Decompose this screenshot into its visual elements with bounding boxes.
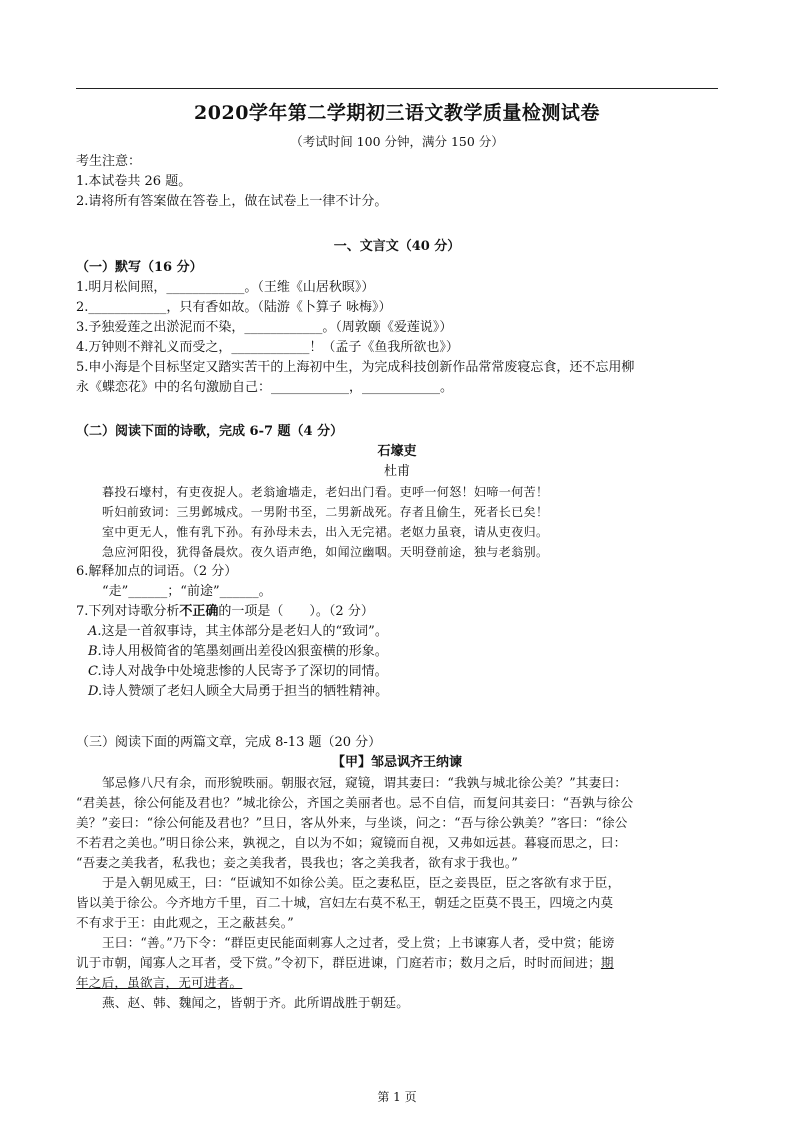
article-line: 于是入朝见威王，曰：“臣诚知不如徐公美。臣之妻私臣，臣之妾畏臣，臣之客欲有求于臣，	[102, 875, 621, 890]
notice-block	[76, 152, 718, 212]
option-text: 诗人用极简省的笔墨刻画出差役凶狠蛮横的形象。	[101, 644, 388, 659]
poem-title: 石壕吏	[377, 444, 417, 459]
option-letter: C.	[88, 664, 102, 679]
article-line: “吾妻之美我者，私我也；妾之美我者，畏我也；客之美我者，欲有求于我也。”	[76, 855, 518, 870]
poem-line: 室中更无人，惟有乳下孙。有孙母未去，出入无完裙。老妪力虽衰，请从吏夜归。	[102, 525, 549, 539]
notice-item: 1.本试卷共 26 题。	[76, 174, 192, 189]
article-title: 【甲】邹忌讽齐王纳谏	[331, 755, 462, 770]
option-b	[76, 642, 718, 662]
question-7-emphasis: 不正确	[179, 604, 219, 619]
option-c	[76, 662, 718, 682]
top-rule	[76, 88, 718, 89]
reading-block	[76, 733, 718, 1013]
article-line-text: 讥于市朝，闻寡人之耳者，受下赏。”令初下，群臣进谏，门庭若市；数月之后，时时而间进；	[76, 955, 601, 970]
question-item: 5.申小海是个目标坚定又踏实苦干的上海初中生，为完成科技创新作品常常废寝忘食，还不忘用柳	[76, 360, 635, 375]
article-line	[76, 953, 718, 973]
question-item: 2.____________，只有香如故。（陆游《卜算子 咏梅》）	[76, 300, 392, 315]
option-a	[76, 622, 718, 642]
option-letter: A.	[88, 624, 102, 639]
article-line	[76, 973, 718, 993]
underlined-text: 期	[600, 955, 614, 970]
option-d	[76, 682, 718, 702]
option-text: 这是一首叙事诗，其主体部分是老妇人的“致词”。	[101, 624, 388, 639]
part-heading: （一）默写（16 分）	[76, 260, 203, 275]
question-6: 6.解释加点的词语。（2 分）	[76, 564, 238, 579]
poem-line: 暮投石壕村，有吏夜捉人。老翁逾墙走，老妇出门看。吏呼一何怒！妇啼一何苦！	[102, 485, 549, 499]
page-number: 第 1 页	[377, 1090, 417, 1104]
underlined-text: 年之后，虽欲言，无可进者。	[76, 975, 243, 990]
question-7-prefix: 7.下列对诗歌分析	[76, 604, 180, 619]
question-7-suffix: 的一项是（ ）。（2 分）	[218, 604, 374, 619]
part-heading: （三）阅读下面的两篇文章，完成 8-13 题（20 分）	[76, 735, 382, 750]
article-line: 不若君之美也。”明日徐公来，孰视之，自以为不如；窥镜而自视，又弗如远甚。暮寝而思之，曰：	[76, 835, 627, 850]
article-line: 燕、赵、韩、魏闻之，皆朝于齐。此所谓战胜于朝廷。	[102, 995, 410, 1010]
notice-heading: 考生注意：	[76, 154, 142, 169]
question-item: 3.予独爱莲之出淤泥而不染，____________。（周敦颐《爱莲说》）	[76, 320, 453, 335]
question-item: 永《蝶恋花》中的名句激励自己：____________，____________。	[76, 380, 454, 395]
exam-title: 2020学年第二学期初三语文教学质量检测试卷	[194, 102, 600, 124]
question-item: 1.明月松间照，____________。（王维《山居秋暝》）	[76, 280, 375, 295]
section-heading	[76, 237, 718, 257]
question-6-blanks: “走”______；“前途”______。	[102, 584, 272, 599]
option-letter: B.	[88, 644, 102, 659]
poem-line: 听妇前致词：三男邺城戍。一男附书至，二男新战死。存者且偷生，死者长已矣！	[102, 505, 549, 519]
poem-author: 杜甫	[383, 464, 410, 479]
poem-line: 急应河阳役，犹得备晨炊。夜久语声绝，如闻泣幽咽。天明登前途，独与老翁别。	[102, 545, 549, 559]
option-letter: D.	[88, 684, 103, 699]
option-text: 诗人对战争中处境悲惨的人民寄予了深切的同情。	[101, 664, 388, 679]
article-line: 邹忌修八尺有余，而形貌昳丽。朝服衣冠，窥镜，谓其妻曰：“我孰与城北徐公美？”其妻曰：	[102, 775, 628, 790]
article-line: 皆以美于徐公。今齐地方千里，百二十城，宫妇左右莫不私王，朝廷之臣莫不畏王，四境之内莫	[76, 895, 614, 910]
part-heading: （二）阅读下面的诗歌，完成 6-7 题（4 分）	[76, 424, 344, 439]
poem-block	[76, 422, 718, 702]
question-item: 4.万钟则不辩礼义而受之，____________！（孟子《鱼我所欲也》）	[76, 340, 459, 355]
notice-item: 2.请将所有答案做在答卷上，做在试卷上一律不计分。	[76, 194, 388, 209]
article-line: 美？”妾曰：“徐公何能及君也？”旦日，客从外来，与坐谈，问之：“吾与徐公孰美？”客曰：“徐公	[76, 815, 628, 830]
section-heading-text: 一、文言文（40 分）	[333, 239, 461, 254]
article-line: “君美甚，徐公何能及君也？”城北徐公，齐国之美丽者也。忌不自信，而复问其妾曰：“吾孰与徐公	[76, 795, 634, 810]
question-7	[76, 602, 718, 622]
article-line: 王曰：“善。”乃下令：“群臣吏民能面刺寡人之过者，受上赏；上书谏寡人者，受中赏；能谤	[102, 935, 615, 950]
dictation-block	[76, 258, 718, 398]
option-text: 诗人赞颂了老妇人顾全大局勇于担当的牺牲精神。	[102, 684, 389, 699]
exam-subtitle: （考试时间 100 分钟，满分 150 分）	[290, 134, 504, 149]
article-line: 不有求于王：由此观之，王之蔽甚矣。”	[76, 915, 294, 930]
